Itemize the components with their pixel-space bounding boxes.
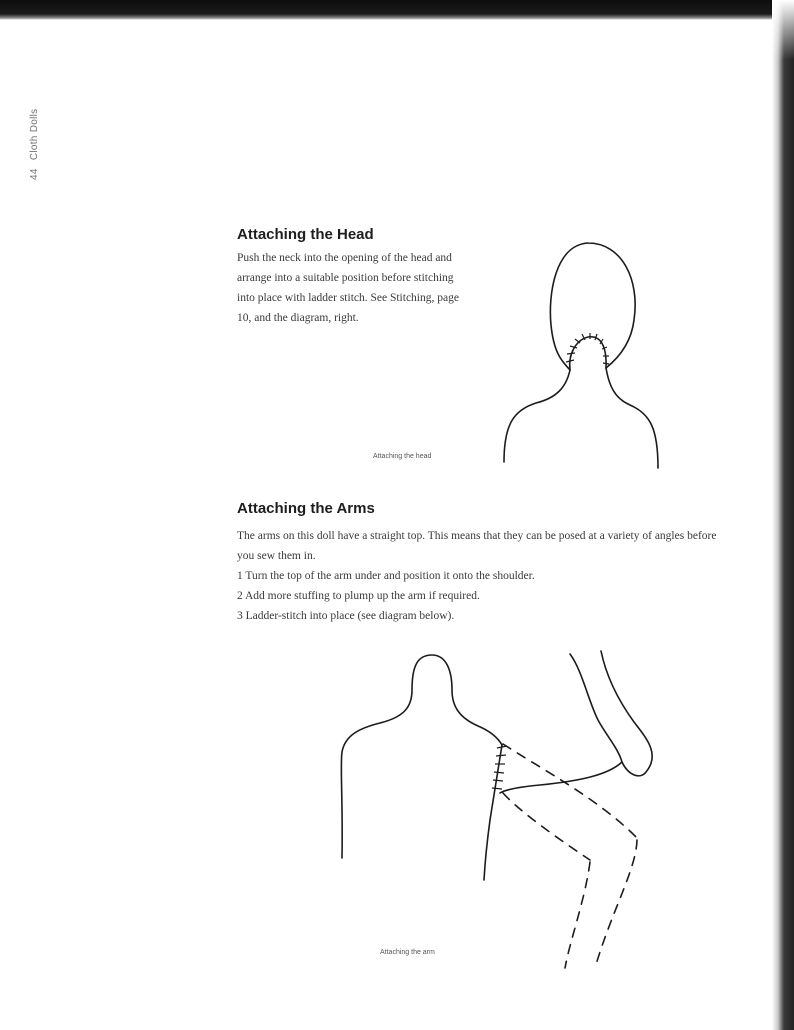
head-section-title: Attaching the Head bbox=[237, 226, 374, 243]
hidden-leg-line-right bbox=[595, 840, 637, 968]
page-number: 44 bbox=[29, 168, 40, 180]
hidden-arm-line-upper bbox=[503, 744, 637, 838]
arms-step: 1 Turn the top of the arm under and position it onto the shoulder. bbox=[237, 570, 535, 582]
arms-section-title: Attaching the Arms bbox=[237, 500, 375, 517]
arm-diagram-caption: Attaching the arm bbox=[380, 949, 435, 956]
body-side-line bbox=[484, 745, 502, 880]
head-section-paragraph: Push the neck into the opening of the head and arrange into a suitable position before stitching into place with ladder stitch. See Stitching, page 10, and the diagram, right. bbox=[237, 252, 459, 324]
arm-inner-outline bbox=[500, 654, 622, 793]
arms-intro: The arms on this doll have a straight top. This means that they can be posed at a variety of angles before you sew them in. bbox=[237, 530, 717, 562]
hidden-arm-line-lower bbox=[503, 793, 590, 860]
book-title: Cloth Dolls bbox=[29, 108, 40, 161]
head-diagram-caption: Attaching the head bbox=[373, 453, 432, 460]
hidden-leg-line-left bbox=[565, 862, 590, 968]
ladder-stitches-arm bbox=[492, 746, 507, 789]
arms-step: 2 Add more stuffing to plump up the arm if required. bbox=[237, 590, 480, 602]
arms-step: 3 Ladder-stitch into place (see diagram below). bbox=[237, 610, 455, 622]
arm-outer-outline bbox=[601, 651, 652, 776]
body-outline-left bbox=[341, 655, 502, 858]
